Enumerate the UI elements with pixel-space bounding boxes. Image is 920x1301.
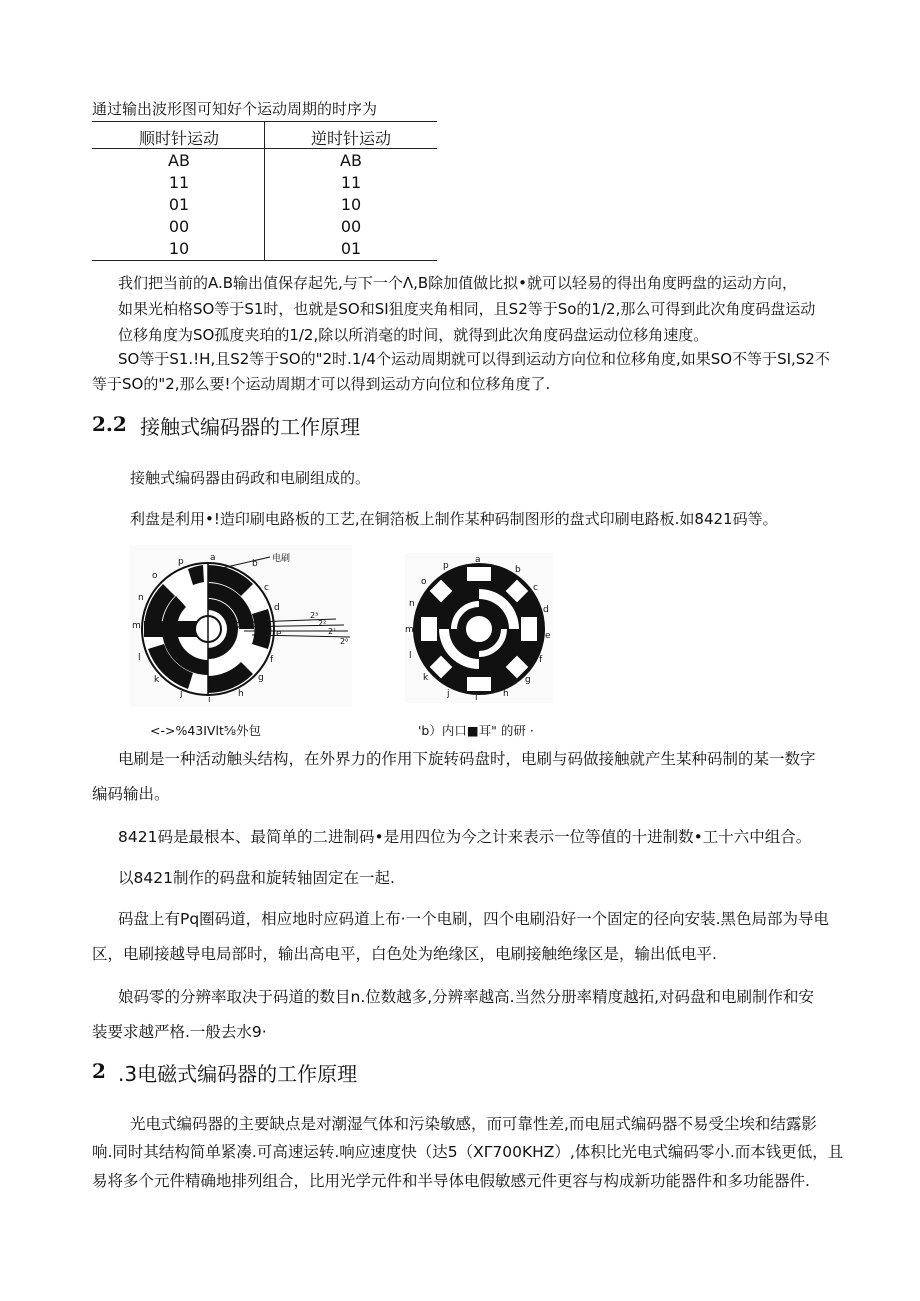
sector-letter: l (409, 651, 412, 661)
paragraph-line: 接触式编码器由码政和电刷组成的。 (130, 469, 371, 487)
section-title: 接触式编码器的工作原理 (140, 415, 360, 439)
section-number: 2 (92, 1059, 106, 1083)
table-cell: 11 (340, 173, 362, 192)
table-cell: AB (168, 151, 190, 170)
sector-letter: j (180, 689, 183, 699)
sector-letter: n (409, 599, 415, 609)
paragraph-line: 区，电刷接越导电局部时，输出高电平，白色处为绝缘区，电刷接触绝缘区是，输出低电平. (92, 945, 717, 963)
paragraph-line: 响.同时其结构简单紧凑.可高速运转.响应速度快（达5（XΓ700KHZ）,体积比光电式编码零小.而本钱更低，且 (92, 1143, 844, 1161)
table-cell: AB (340, 151, 362, 170)
sector-letter: b (252, 559, 258, 569)
sector-letter: f (539, 655, 543, 665)
sector-letter: b (515, 565, 521, 575)
paragraph-line: 易将多个元件精确地排列组合，比用光学元件和半导体电假敏感元件更容与构成新功能器件和多功能器件. (92, 1172, 810, 1190)
paragraph-line: 以8421制作的码盘和旋转轴固定在一起. (118, 869, 395, 887)
paragraph-line: 如果光柏格SO等于S1时，也就是SO和SI狙度夹角相同，且S2等于So的1/2,那么可得到此次角度码盘运动 (118, 300, 816, 318)
sector-letter: e (545, 631, 551, 641)
sector-letter: m (405, 625, 414, 635)
sector-letter: f (270, 655, 274, 665)
table-header-cw: 顺时针运动 (138, 129, 219, 148)
sector-letter: m (132, 621, 141, 631)
table-header-ccw: 逆时针运动 (310, 129, 391, 148)
figure-b-caption: 'b）内口■耳" 的研 · (418, 723, 534, 738)
bit-label: 2⁰ (340, 637, 349, 646)
paragraph-line: 位移角度为SO孤度夹珀的1/2,除以所消毫的时间，就得到此次角度码盘运动位移角速度。 (118, 326, 709, 344)
paragraph-line: 娘码零的分辨率取决于码道的数目n.位数越多,分辨率越高.当然分册率精度越拓,对码盘和电刷制作和安 (118, 988, 815, 1006)
paragraph-line: 编码输出。 (92, 785, 170, 803)
sector-letter: g (258, 673, 264, 683)
sector-letter: e (276, 629, 282, 639)
paragraph-line: 装要求越严格.一般去水9· (92, 1023, 267, 1041)
sector-letter: a (475, 555, 481, 565)
bit-label: 2³ (310, 611, 319, 620)
table-cell: 00 (168, 217, 190, 236)
sector-letter: p (178, 557, 184, 567)
sector-letter: o (421, 577, 427, 587)
sector-letter: l (138, 653, 141, 663)
table-cell: 01 (168, 195, 190, 214)
table-cell: 01 (340, 239, 362, 258)
section-number: 2.2 (92, 412, 127, 436)
sector-letter: d (274, 603, 280, 613)
sector-letter: a (210, 553, 216, 563)
sector-letter: c (264, 583, 269, 593)
intro-line: 通过输出波形图可知好个运动周期的时序为 (92, 100, 378, 118)
figure-a-caption: <->%43IVlt⅝外包 (150, 723, 261, 738)
sector-letter: k (423, 673, 429, 683)
paragraph-line: 码盘上有Pq圈码道，相应地时应码道上布·一个电刷，四个电刷沿好一个固定的径向安装.黑色局部为导电 (118, 910, 830, 928)
sector-letter: h (238, 689, 244, 699)
paragraph-line: 我们把当前的A.B输出值保存起先,与下一个Λ,B除加值做比拟•就可以轻易的得出角度眄盘的运动方向， (118, 274, 797, 292)
table-cell: 10 (168, 239, 190, 258)
sector-letter: h (503, 689, 509, 699)
code-disk-figure-b (405, 553, 553, 703)
code-disk-figure-a (130, 545, 352, 707)
table-bottom-rule (92, 260, 437, 261)
sector-letter: i (475, 693, 478, 703)
table-cell: 10 (340, 195, 362, 214)
paragraph-line: SO等于S1.!H,且S2等于SO的"2时.1/4个运动周期就可以得到运动方向位和位移角度,如果SO不等于SI,S2不 (118, 350, 830, 368)
sector-letter: p (443, 561, 449, 571)
brush-label: 电刷 (272, 554, 291, 564)
sector-letter: n (138, 593, 144, 603)
sector-letter: g (525, 675, 531, 685)
sector-letter: j (447, 689, 450, 699)
bit-label: 2¹ (328, 627, 337, 636)
table-cell: 00 (340, 217, 362, 236)
paragraph-line: 8421码是最根本、最简单的二进制码•是用四位为今之计来表示一位等值的十进制数•工十六中组合。 (118, 828, 812, 846)
section-title: .3电磁式编码器的工作原理 (118, 1062, 358, 1086)
sector-letter: o (152, 571, 158, 581)
table-cell: 11 (168, 173, 190, 192)
paragraph-line: 等于SO的"2,那么要!个运动周期才可以得到运动方向位和位移角度了. (92, 375, 551, 393)
sector-letter: i (208, 695, 211, 705)
paragraph-line: 光电式编码器的主要缺点是对潮湿气体和污染敏感，而可靠性差,而电屈式编码器不易受尘埃和结露影 (130, 1115, 817, 1133)
sector-letter: k (154, 675, 160, 685)
bit-label: 2² (318, 619, 327, 628)
paragraph-line: 电刷是一种活动触头结构，在外界力的作用下旋转码盘时，电刷与码做接触就产生某种码制的某一数字 (118, 750, 816, 768)
sector-letter: c (533, 583, 538, 593)
paragraph-line: 利盘是利用•!造印刷电路板的工艺,在铜箔板上制作某种码制图形的盘式印刷电路板.如8421码等。 (130, 510, 778, 528)
sector-letter: d (543, 605, 549, 615)
table-column-divider (264, 121, 265, 261)
